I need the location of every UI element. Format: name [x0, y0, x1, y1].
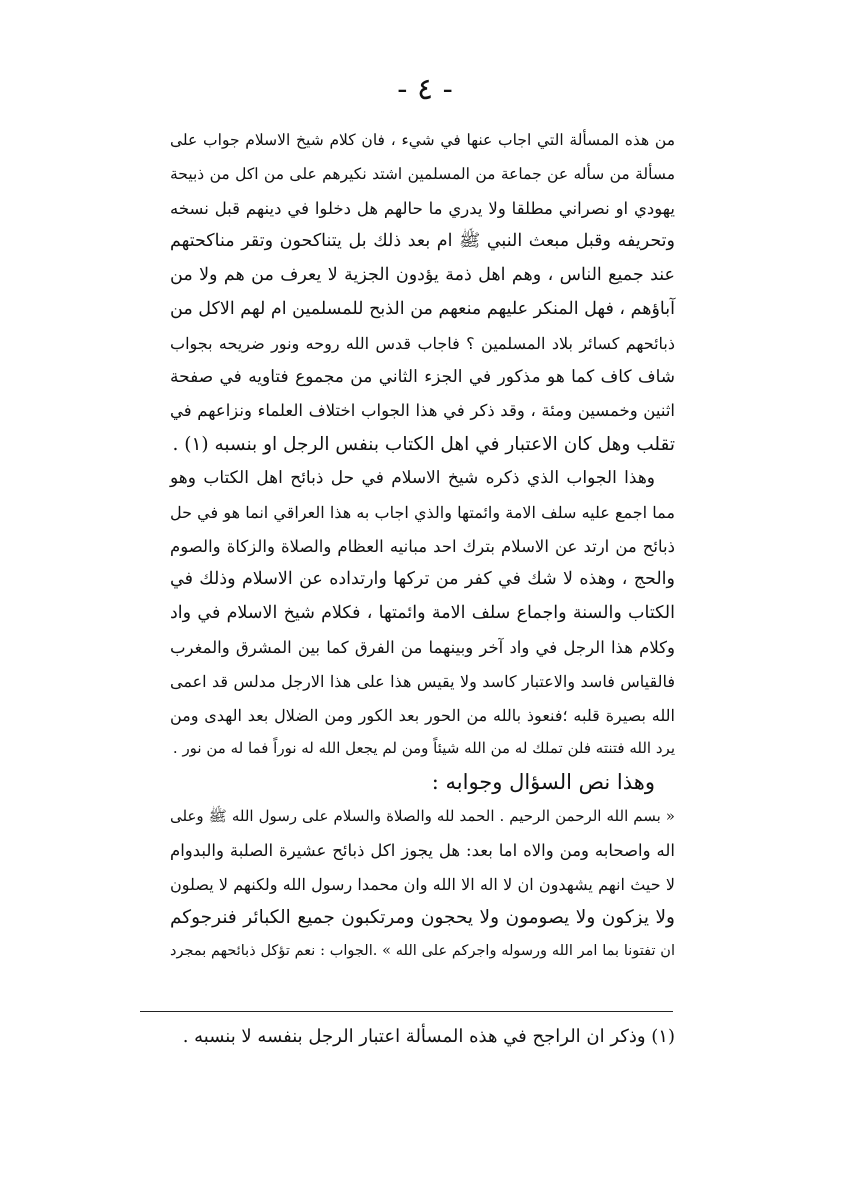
text-line-3: يهودي او نصراني مطلقا ولا يدري ما حالهم هل دخلوا في دينهم قبل نسخه — [170, 198, 675, 218]
text-line-8: شاف كاف كما هو مذكور في الجزء الثاني من مجموع فتاويه في صفحة — [170, 366, 675, 387]
text-line-14: والحج ، وهذه لا شك في كفر من تركها وارتداده عن الاسلام وذلك في — [170, 569, 675, 590]
text-line-20: وهذا نص السؤال وجوابه : — [431, 770, 655, 795]
footnote: (١) وذكر ان الراجح في هذه المسألة اعتبار الرجل بنفسه لا بنسبه . — [182, 1026, 675, 1047]
text-line-4: وتحريفه وقبل مبعث النبي ﷺ ام بعد ذلك بل يتناكحون وتقر مناكحتهم — [170, 231, 675, 252]
text-line-16: وكلام هذا الرجل في واد آخر وبينهما من الفرق كما بين المشرق والمغرب — [170, 637, 675, 657]
text-line-5: عند جميع الناس ، وهم اهل ذمة يؤدون الجزية لا يعرف من هم ولا من — [170, 265, 675, 286]
page-number: - ٤ - — [397, 72, 453, 107]
body-text — [170, 124, 675, 969]
text-line-24: ولا يزكون ولا يصومون ولا يحجون ومرتكبون جميع الكبائر فنرجوكم — [170, 907, 675, 929]
text-line-25: ان تفتونا بما امر الله ورسوله واجركم على الله » .الجواب : نعم تؤكل ذبائحهم بمجرد — [170, 943, 675, 960]
text-line-1: من هذه المسألة التي اجاب عنها في شيء ، فان كلام شيخ الاسلام جواب على — [170, 131, 675, 149]
text-line-13: ذبائح من ارتد عن الاسلام بترك احد مبانيه العظام والصلاة والزكاة والصوم — [170, 536, 675, 556]
text-line-19: يرد الله فتنته فلن تملك له من الله شيئاً ومن لم يجعل الله له نوراً فما له من نور . — [172, 739, 675, 758]
text-line-22: اله واصحابه ومن والاه اما بعد: هل يجوز اكل ذبائح عشيرة الصلبة والبدوام — [170, 840, 675, 860]
text-line-18: الله بصيرة قلبه ؛فنعوذ بالله من الحور بعد الكور ومن الضلال بعد الهدى ومن — [170, 705, 675, 725]
text-line-23: لا حيث انهم يشهدون ان لا اله الا الله وان محمدا رسول الله ولكنهم لا يصلون — [170, 874, 675, 894]
text-line-6: آباؤهم ، فهل المنكر عليهم منعهم من الذبح للمسلمين ام لهم الاكل من — [170, 298, 675, 319]
text-line-15: الكتاب والسنة واجماع سلف الامة وائمتها ، فكلام شيخ الاسلام في واد — [170, 603, 675, 624]
text-line-9: اثنين وخمسين ومئة ، وقد ذكر في هذا الجواب اختلاف العلماء ونزاعهم في — [170, 401, 675, 421]
text-line-7: ذبائحهم كسائر بلاد المسلمين ؟ فاجاب قدس الله روحه ونور ضريحه بجواب — [170, 333, 675, 353]
text-line-2: مسألة من سأله عن جماعة من المسلمين اشتد نكيرهم على من اكل من ذبيحة — [170, 164, 675, 183]
text-line-11: وهذا الجواب الذي ذكره شيخ الاسلام في حل ذبائح اهل الكتاب وهو — [170, 467, 655, 488]
text-line-10: تقلب وهل كان الاعتبار في اهل الكتاب بنفس الرجل او بنسبه (١) . — [172, 434, 675, 456]
footnote-divider — [140, 1011, 673, 1012]
text-line-17: فالقياس فاسد والاعتبار كاسد ولا يقيس هذا على هذا الارجل مدلس قد اعمى — [170, 671, 675, 691]
text-line-21: « بسم الله الرحمن الرحيم . الحمد لله والصلاة والسلام على رسول الله ﷺ وعلى — [170, 806, 675, 825]
text-line-12: مما اجمع عليه سلف الامة وائمتها والذي اجاب به هذا العراقي انما هو في حل — [170, 502, 675, 522]
